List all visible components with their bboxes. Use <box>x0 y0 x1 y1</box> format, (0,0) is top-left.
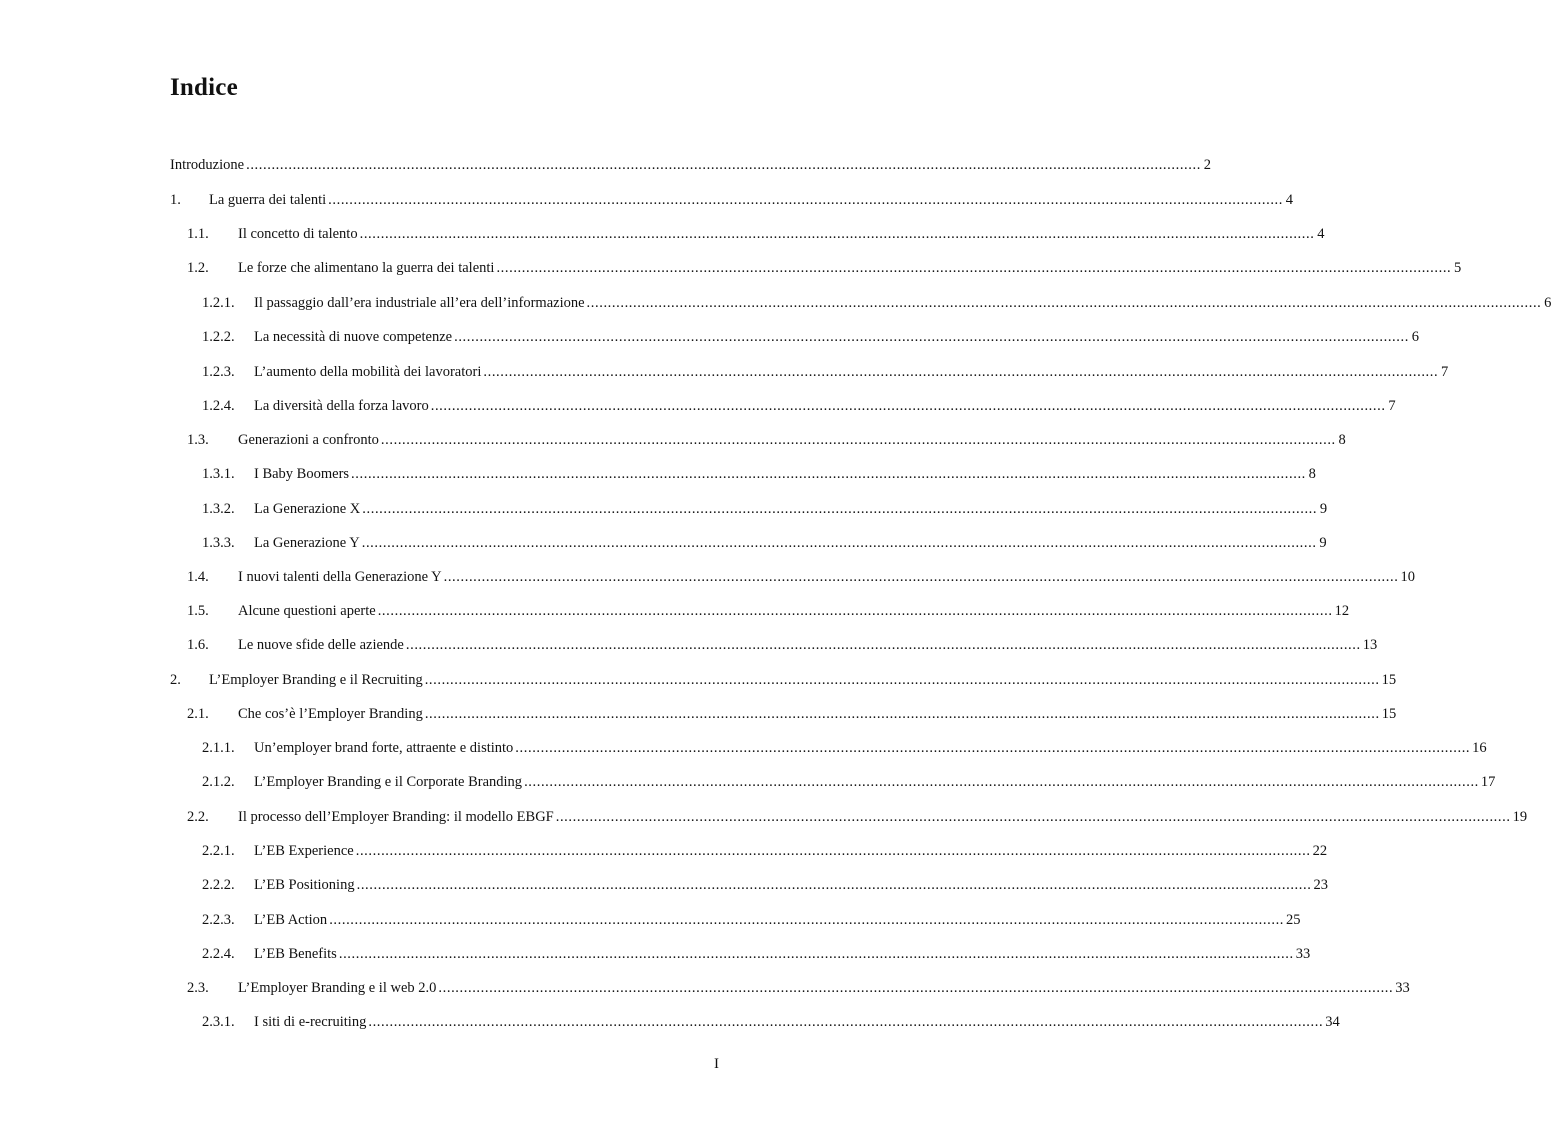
toc-entry-page: 33 <box>1295 946 1311 962</box>
toc-leader-dots <box>524 774 1479 791</box>
toc-entry-text: L’EB Benefits <box>254 946 337 962</box>
toc-entry-text: Il concetto di talento <box>238 226 358 242</box>
toc-entry[interactable] <box>202 466 1316 486</box>
toc-leader-dots <box>444 569 1399 586</box>
toc-entry-number: 1.1. <box>187 226 209 242</box>
toc-leader-dots <box>362 535 1317 552</box>
toc-entry-page: 9 <box>1319 501 1328 517</box>
toc-leader-dots <box>360 226 1315 243</box>
toc-entry[interactable] <box>187 260 1462 280</box>
toc-leader-dots <box>351 466 1306 483</box>
toc-entry[interactable] <box>202 774 1496 794</box>
toc-entry-page: 25 <box>1286 912 1301 928</box>
toc-entry[interactable] <box>202 398 1396 418</box>
toc-entry-text: L’Employer Branding e il Recruiting <box>209 672 423 688</box>
toc-leader-dots <box>406 637 1361 654</box>
toc-entry-number: 2.1.1. <box>202 740 235 756</box>
toc-entry-number: 1.3. <box>187 432 209 448</box>
toc-entry-text: Alcune questioni aperte <box>238 603 376 619</box>
toc-entry[interactable] <box>187 569 1415 589</box>
toc-entry-page: 12 <box>1334 603 1350 619</box>
toc-entry-text: Che cos’è l’Employer Branding <box>238 706 423 722</box>
toc-leader-dots <box>329 912 1284 929</box>
toc-leader-dots <box>381 432 1336 449</box>
toc-leader-dots <box>425 672 1380 689</box>
toc-entry-page: 15 <box>1381 672 1397 688</box>
page-title: Indice <box>170 74 238 101</box>
toc-entry[interactable] <box>202 740 1487 760</box>
toc-entry-text: L’Employer Branding e il Corporate Branding <box>254 774 523 790</box>
toc-entry-text: La guerra dei talenti <box>209 192 327 208</box>
toc-entry-page: 4 <box>1285 192 1294 208</box>
toc-entry[interactable] <box>170 157 1211 177</box>
toc-entry-page: 6 <box>1544 295 1551 311</box>
toc-entry-text: Introduzione <box>170 157 245 173</box>
toc-entry-number: 1.2.1. <box>202 295 235 311</box>
toc-entry-page: 19 <box>1512 809 1528 825</box>
toc-entry-page: 23 <box>1313 877 1328 893</box>
toc-entry-text: Il processo dell’Employer Branding: il modello EBGF <box>238 809 554 825</box>
toc-entry-text: L’Employer Branding e il web 2.0 <box>238 980 437 996</box>
toc-entry[interactable] <box>202 1014 1340 1034</box>
toc-entry-text: Le forze che alimentano la guerra dei talenti <box>238 260 495 276</box>
toc-entry[interactable] <box>202 364 1449 384</box>
toc-entry-number: 2.1.2. <box>202 774 235 790</box>
toc-leader-dots <box>515 740 1470 757</box>
toc-entry[interactable] <box>187 637 1378 657</box>
toc-leader-dots <box>362 501 1317 518</box>
toc-leader-dots <box>431 398 1386 415</box>
toc-leader-dots <box>587 295 1542 312</box>
toc-entry-number: 1. <box>170 192 181 208</box>
toc-entry-page: 17 <box>1480 774 1496 790</box>
toc-entry-number: 2.2. <box>187 809 209 825</box>
toc-entry-text: I siti di e-recruiting <box>254 1014 367 1030</box>
toc-leader-dots <box>356 843 1311 860</box>
toc-entry-page: 8 <box>1338 432 1346 448</box>
toc-entry-number: 1.2.4. <box>202 398 235 414</box>
toc-entry-text: Il passaggio dall’era industriale all’era dell’informazione <box>254 295 585 311</box>
toc-entry-number: 1.3.2. <box>202 501 235 517</box>
toc-entry-number: 2.2.4. <box>202 946 235 962</box>
toc-entry-page: 9 <box>1319 535 1327 551</box>
toc-entry[interactable] <box>202 295 1551 315</box>
toc-entry-text: L’EB Action <box>254 912 328 928</box>
toc-entry-number: 1.6. <box>187 637 209 653</box>
toc-entry-number: 1.3.3. <box>202 535 235 551</box>
toc-leader-dots <box>357 877 1312 894</box>
toc-entry-text: L’aumento della mobilità dei lavoratori <box>254 364 482 380</box>
toc-entry-text: Un’employer brand forte, attraente e distinto <box>254 740 514 756</box>
toc-entry-text: Le nuove sfide delle aziende <box>238 637 404 653</box>
toc-leader-dots <box>328 192 1283 209</box>
toc-entry-page: 16 <box>1472 740 1487 756</box>
toc-entry[interactable] <box>187 706 1397 726</box>
toc-entry[interactable] <box>202 912 1301 932</box>
toc-entry-page: 5 <box>1454 260 1462 276</box>
toc-entry-text: La Generazione X <box>254 501 361 517</box>
toc-leader-dots <box>368 1014 1323 1031</box>
toc-entry-number: 2.2.3. <box>202 912 235 928</box>
toc-entry-text: I nuovi talenti della Generazione Y <box>238 569 442 585</box>
toc-entry-number: 1.2.3. <box>202 364 235 380</box>
toc-entry[interactable] <box>187 980 1410 1000</box>
toc-entry-text: La Generazione Y <box>254 535 360 551</box>
toc-entry-number: 1.5. <box>187 603 209 619</box>
toc-leader-dots <box>246 157 1201 174</box>
toc-entry[interactable] <box>202 843 1328 863</box>
toc-entry-number: 2.3. <box>187 980 209 996</box>
toc-entry-number: 2.3.1. <box>202 1014 235 1030</box>
toc-entry-page: 2 <box>1203 157 1211 173</box>
toc-entry-text: I Baby Boomers <box>254 466 350 482</box>
toc-leader-dots <box>483 364 1438 381</box>
toc-entry-page: 15 <box>1381 706 1397 722</box>
toc-entry-page: 13 <box>1362 637 1378 653</box>
toc-entry-page: 22 <box>1312 843 1328 859</box>
toc-entry-number: 2.2.1. <box>202 843 235 859</box>
toc-entry-number: 2. <box>170 672 181 688</box>
toc-entry[interactable] <box>202 501 1328 521</box>
toc-entry-page: 7 <box>1388 398 1396 414</box>
toc-entry[interactable] <box>170 672 1397 692</box>
toc-leader-dots <box>496 260 1451 277</box>
toc-entry[interactable] <box>202 329 1419 349</box>
toc-leader-dots <box>438 980 1393 997</box>
toc-entry[interactable] <box>202 535 1327 555</box>
toc-entry-page: 34 <box>1325 1014 1340 1030</box>
toc-entry[interactable] <box>187 432 1346 452</box>
toc-entry-number: 2.1. <box>187 706 209 722</box>
toc-leader-dots <box>454 329 1409 346</box>
toc-entry-number: 2.2.2. <box>202 877 235 893</box>
toc-entry-number: 1.4. <box>187 569 209 585</box>
toc-entry[interactable] <box>202 877 1328 897</box>
toc-entry-text: La necessità di nuove competenze <box>254 329 453 345</box>
toc-entry-number: 1.3.1. <box>202 466 235 482</box>
toc-entry-page: 33 <box>1395 980 1410 996</box>
toc-leader-dots <box>556 809 1511 826</box>
toc-leader-dots <box>425 706 1380 723</box>
toc-entry-number: 1.2.2. <box>202 329 235 345</box>
toc-entry-page: 6 <box>1411 329 1419 345</box>
toc-entry-page: 10 <box>1400 569 1415 585</box>
toc-entry-number: 1.2. <box>187 260 209 276</box>
toc-entry[interactable] <box>187 809 1528 829</box>
toc-leader-dots <box>378 603 1333 620</box>
toc-entry-page: 8 <box>1308 466 1316 482</box>
toc-entry-page: 7 <box>1440 364 1449 380</box>
toc-entry-text: La diversità della forza lavoro <box>254 398 429 414</box>
toc-entry[interactable] <box>187 226 1325 246</box>
page-number: I <box>714 1056 719 1072</box>
toc-entry[interactable] <box>202 946 1311 966</box>
toc-entry[interactable] <box>170 192 1294 212</box>
toc-entry-text: L’EB Positioning <box>254 877 355 893</box>
toc-entry-page: 4 <box>1317 226 1325 242</box>
toc-leader-dots <box>339 946 1294 963</box>
toc-entry-text: L’EB Experience <box>254 843 354 859</box>
toc-entry-text: Generazioni a confronto <box>238 432 379 448</box>
toc-entry[interactable] <box>187 603 1350 623</box>
